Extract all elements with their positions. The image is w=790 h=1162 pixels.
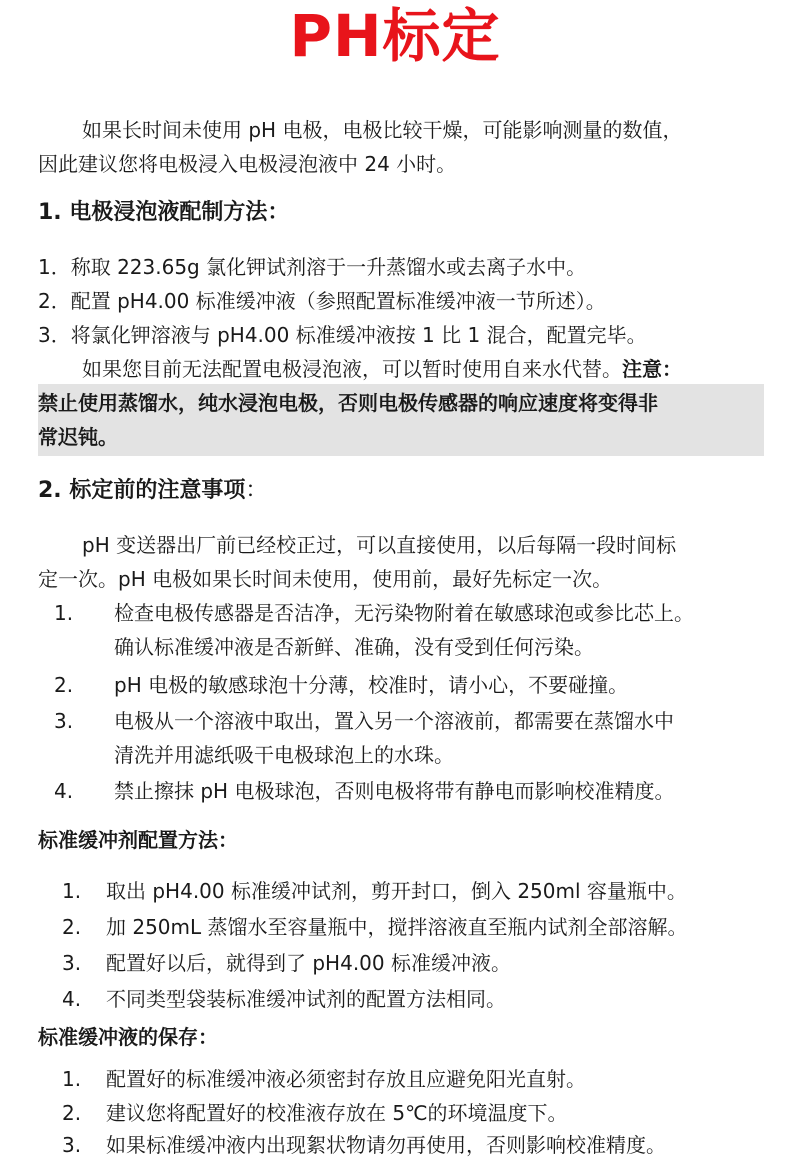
buffer-storage-item-1: 配置好的标准缓冲液必须密封存放且应避免阳光直射。 bbox=[106, 1067, 586, 1091]
buffer-storage-heading: 标准缓冲液的保存： bbox=[38, 1025, 218, 1049]
section1-step-1: 1．称取 223.65g 氯化钾试剂溶于一升蒸馏水或去离子水中。 bbox=[38, 255, 587, 279]
section2-intro-line-2: 定一次。pH 电极如果长时间未使用，使用前，最好先标定一次。 bbox=[38, 567, 613, 591]
section2-item-3-line-2: 清洗并用滤纸吸干电极球泡上的水珠。 bbox=[114, 743, 454, 767]
section2-item-3-number: 3. bbox=[54, 709, 74, 733]
section2-item-4-number: 4. bbox=[54, 779, 74, 803]
note-warning-text-end: 常迟钝。 bbox=[38, 425, 118, 449]
buffer-storage-item-3: 如果标准缓冲液内出现絮状物请勿再使用，否则影响校准精度。 bbox=[106, 1133, 666, 1157]
section1-note-line-2 bbox=[38, 386, 658, 420]
buffer-storage-item-2: 建议您将配置好的校准液存放在 5℃的环境温度下。 bbox=[106, 1101, 568, 1125]
intro-line-1: 如果长时间未使用 pH 电极，电极比较干燥，可能影响测量的数值， bbox=[82, 118, 683, 142]
buffer-prep-item-2: 加 250mL 蒸馏水至容量瓶中，搅拌溶液直至瓶内试剂全部溶解。 bbox=[106, 915, 688, 939]
buffer-prep-item-1-number: 1. bbox=[62, 879, 82, 903]
section1-step-2: 2．配置 pH4.00 标准缓冲液（参照配置标准缓冲液一节所述）。 bbox=[38, 289, 606, 313]
intro-line-2: 因此建议您将电极浸入电极浸泡液中 24 小时。 bbox=[38, 152, 457, 176]
buffer-storage-item-2-number: 2. bbox=[62, 1101, 82, 1125]
section2-item-1-number: 1. bbox=[54, 601, 74, 625]
buffer-prep-item-4-number: 4. bbox=[62, 987, 82, 1011]
section2-heading-colon: ： bbox=[245, 478, 268, 503]
buffer-prep-item-3: 配置好以后，就得到了 pH4.00 标准缓冲液。 bbox=[106, 951, 511, 975]
section1-step-3: 3．将氯化钾溶液与 pH4.00 标准缓冲液按 1 比 1 混合，配置完毕。 bbox=[38, 323, 647, 347]
section2-heading bbox=[38, 474, 267, 508]
section1-note-line-1 bbox=[82, 352, 682, 386]
buffer-prep-item-2-number: 2. bbox=[62, 915, 82, 939]
page-title: PH标定 bbox=[289, 2, 501, 70]
section1-heading: 1. 电极浸泡液配制方法： bbox=[38, 200, 290, 225]
section2-item-2-number: 2. bbox=[54, 673, 74, 697]
section2-intro-line-1: pH 变送器出厂前已经校正过，可以直接使用，以后每隔一段时间标 bbox=[82, 533, 677, 557]
buffer-storage-item-1-number: 1. bbox=[62, 1067, 82, 1091]
buffer-storage-item-3-number: 3. bbox=[62, 1133, 82, 1157]
section2-item-3-line-1: 电极从一个溶液中取出，置入另一个溶液前，都需要在蒸馏水中 bbox=[114, 709, 674, 733]
section1-note-line-3 bbox=[38, 420, 118, 454]
buffer-prep-heading: 标准缓冲剂配置方法： bbox=[38, 828, 238, 852]
section2-item-4-line-1: 禁止擦抹 pH 电极球泡，否则电极将带有静电而影响校准精度。 bbox=[114, 779, 675, 803]
buffer-prep-item-1: 取出 pH4.00 标准缓冲试剂，剪开封口，倒入 250ml 容量瓶中。 bbox=[106, 879, 687, 903]
section2-heading-text: 2. 标定前的注意事项 bbox=[38, 478, 246, 503]
section2-item-2-line-1: pH 电极的敏感球泡十分薄，校准时，请小心，不要碰撞。 bbox=[114, 673, 629, 697]
section2-item-1-line-2: 确认标准缓冲液是否新鲜、准确，没有受到任何污染。 bbox=[114, 635, 594, 659]
note-warning-label: 注意： bbox=[622, 357, 682, 381]
section2-item-1-line-1: 检查电极传感器是否洁净，无污染物附着在敏感球泡或参比芯上。 bbox=[114, 601, 694, 625]
note-plain-text: 如果您目前无法配置电极浸泡液，可以暂时使用自来水代替。 bbox=[82, 357, 622, 381]
buffer-prep-item-3-number: 3. bbox=[62, 951, 82, 975]
buffer-prep-item-4: 不同类型袋装标准缓冲试剂的配置方法相同。 bbox=[106, 987, 506, 1011]
note-warning-text: 禁止使用蒸馏水，纯水浸泡电极，否则电极传感器的响应速度将变得非 bbox=[38, 391, 658, 415]
